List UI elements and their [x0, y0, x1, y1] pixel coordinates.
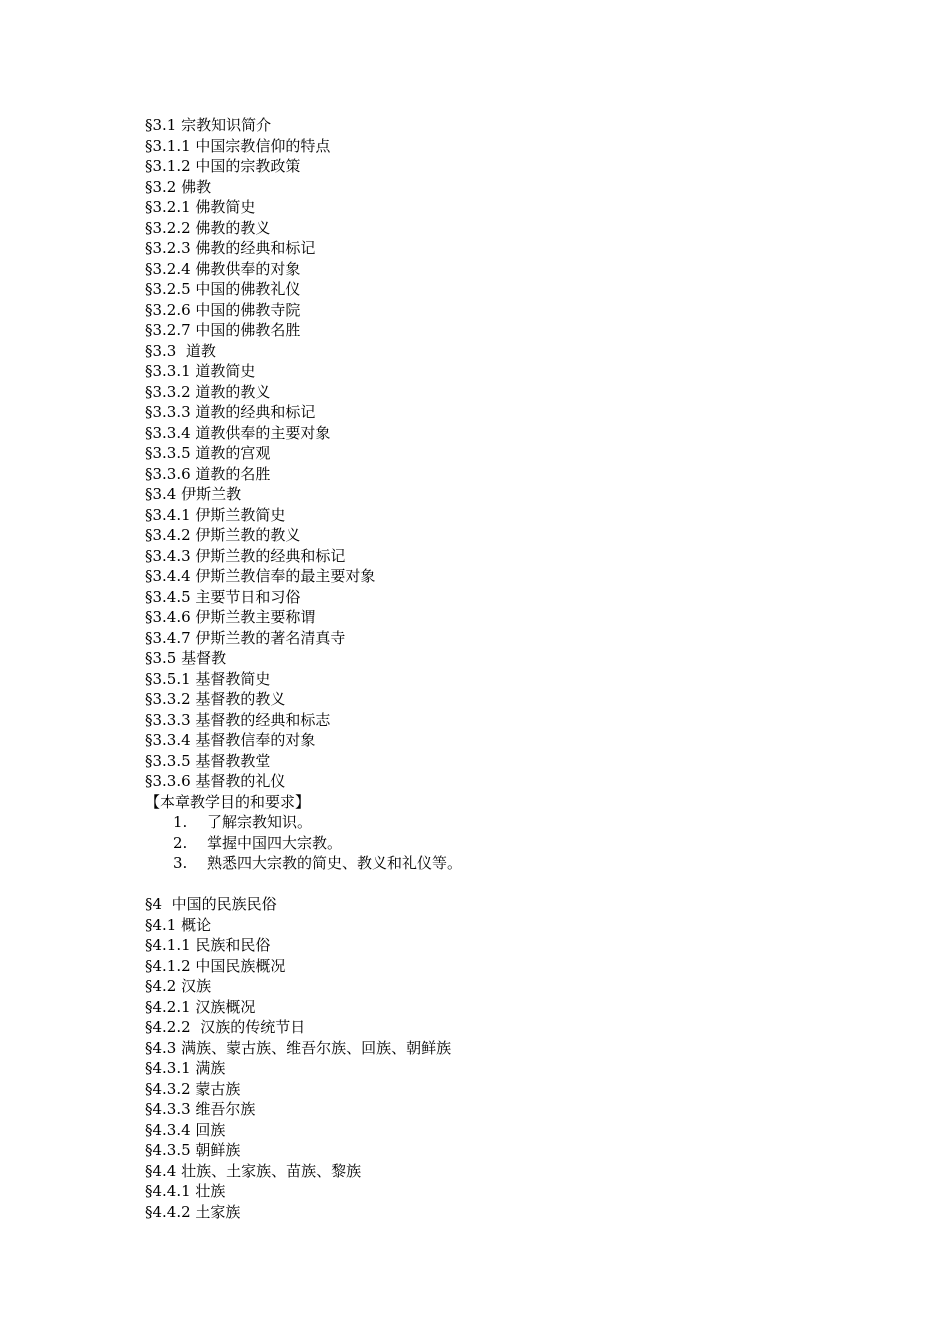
objectives-list [145, 812, 865, 874]
outline-line: §3.3.3 道教的经典和标记 [145, 403, 316, 421]
list-text: 了解宗教知识。 [207, 813, 313, 831]
outline-line: §3.3.2 道教的教义 [145, 382, 271, 401]
outline-line: §3.2.1 佛教简史 [145, 198, 256, 216]
outline-line: §3.2.3 佛教的经典和标记 [145, 239, 316, 257]
outline-line: §3.5.1 基督教简史 [145, 669, 271, 688]
outline-line: §4.3.5 朝鲜族 [145, 1141, 241, 1159]
outline-line: §4.2 汉族 [145, 977, 212, 995]
list-number: 2. [173, 833, 188, 852]
outline-line: §3.2.7 中国的佛教名胜 [145, 321, 301, 339]
section-3-outline [145, 115, 865, 792]
outline-line: §3.3.1 道教简史 [145, 362, 256, 380]
outline-line: §3.3 道教 [145, 341, 216, 360]
blank-line [145, 874, 865, 895]
list-text: 掌握中国四大宗教。 [207, 833, 343, 852]
outline-line: §3.3.4 道教供奉的主要对象 [145, 423, 331, 442]
outline-line: §3.4.1 伊斯兰教简史 [145, 505, 286, 524]
outline-line: §4.4.1 壮族 [145, 1182, 226, 1200]
outline-line: §4.4 壮族、土家族、苗族、黎族 [145, 1161, 362, 1180]
outline-line: §3.3.3 基督教的经典和标志 [145, 710, 331, 729]
list-number: 1. [173, 813, 188, 831]
outline-line: §4.1.1 民族和民俗 [145, 936, 271, 954]
list-item [145, 812, 865, 833]
outline-line: §3.3.5 道教的宫观 [145, 444, 271, 462]
list-item [145, 833, 865, 854]
objectives-heading: 【本章教学目的和要求】 [145, 792, 311, 811]
outline-line: §4.3.1 满族 [145, 1059, 226, 1077]
outline-line: §3.4.7 伊斯兰教的著名清真寺 [145, 628, 346, 647]
outline-line: §3.2.4 佛教供奉的对象 [145, 259, 301, 278]
outline-line: §4.2.1 汉族概况 [145, 997, 256, 1016]
list-text: 熟悉四大宗教的简史、教义和礼仪等。 [207, 854, 463, 872]
outline-line: §3.3.6 道教的名胜 [145, 464, 271, 483]
outline-line: §3.2.5 中国的佛教礼仪 [145, 280, 301, 298]
outline-line: §3.4.4 伊斯兰教信奉的最主要对象 [145, 567, 376, 585]
outline-line: §3.3.2 基督教的教义 [145, 690, 286, 708]
outline-line: §3.4.5 主要节日和习俗 [145, 587, 301, 606]
outline-line: §3.3.5 基督教教堂 [145, 751, 271, 770]
outline-line: §4.2.2 汉族的传统节日 [145, 1018, 306, 1036]
outline-line: §3.4.3 伊斯兰教的经典和标记 [145, 546, 346, 565]
outline-line: §3.2.6 中国的佛教寺院 [145, 300, 301, 319]
document-page [145, 115, 865, 1222]
outline-line: §3.1.1 中国宗教信仰的特点 [145, 136, 331, 155]
outline-line: §3.4.6 伊斯兰教主要称谓 [145, 608, 316, 626]
section-4-outline [145, 894, 865, 1222]
outline-line: §4.1.2 中国民族概况 [145, 956, 286, 975]
outline-line: §3.2 佛教 [145, 177, 212, 196]
list-item [145, 853, 865, 874]
outline-line: §4.3.4 回族 [145, 1120, 226, 1139]
outline-line: §3.5 基督教 [145, 649, 227, 667]
outline-line: §3.1.2 中国的宗教政策 [145, 157, 301, 175]
outline-line: §3.4.2 伊斯兰教的教义 [145, 526, 301, 544]
outline-line: §3.4 伊斯兰教 [145, 485, 242, 503]
outline-line: §4.3.2 蒙古族 [145, 1079, 241, 1098]
outline-line: §3.3.6 基督教的礼仪 [145, 772, 286, 790]
list-number: 3. [173, 854, 188, 872]
outline-line: §4.4.2 土家族 [145, 1202, 241, 1221]
outline-line: §4.3 满族、蒙古族、维吾尔族、回族、朝鲜族 [145, 1038, 452, 1057]
outline-line: §3.1 宗教知识简介 [145, 116, 272, 134]
outline-line: §4 中国的民族民俗 [145, 895, 277, 913]
outline-line: §3.2.2 佛教的教义 [145, 218, 271, 237]
outline-line: §4.3.3 维吾尔族 [145, 1100, 256, 1118]
outline-line: §3.3.4 基督教信奉的对象 [145, 731, 316, 749]
outline-line: §4.1 概论 [145, 915, 212, 934]
